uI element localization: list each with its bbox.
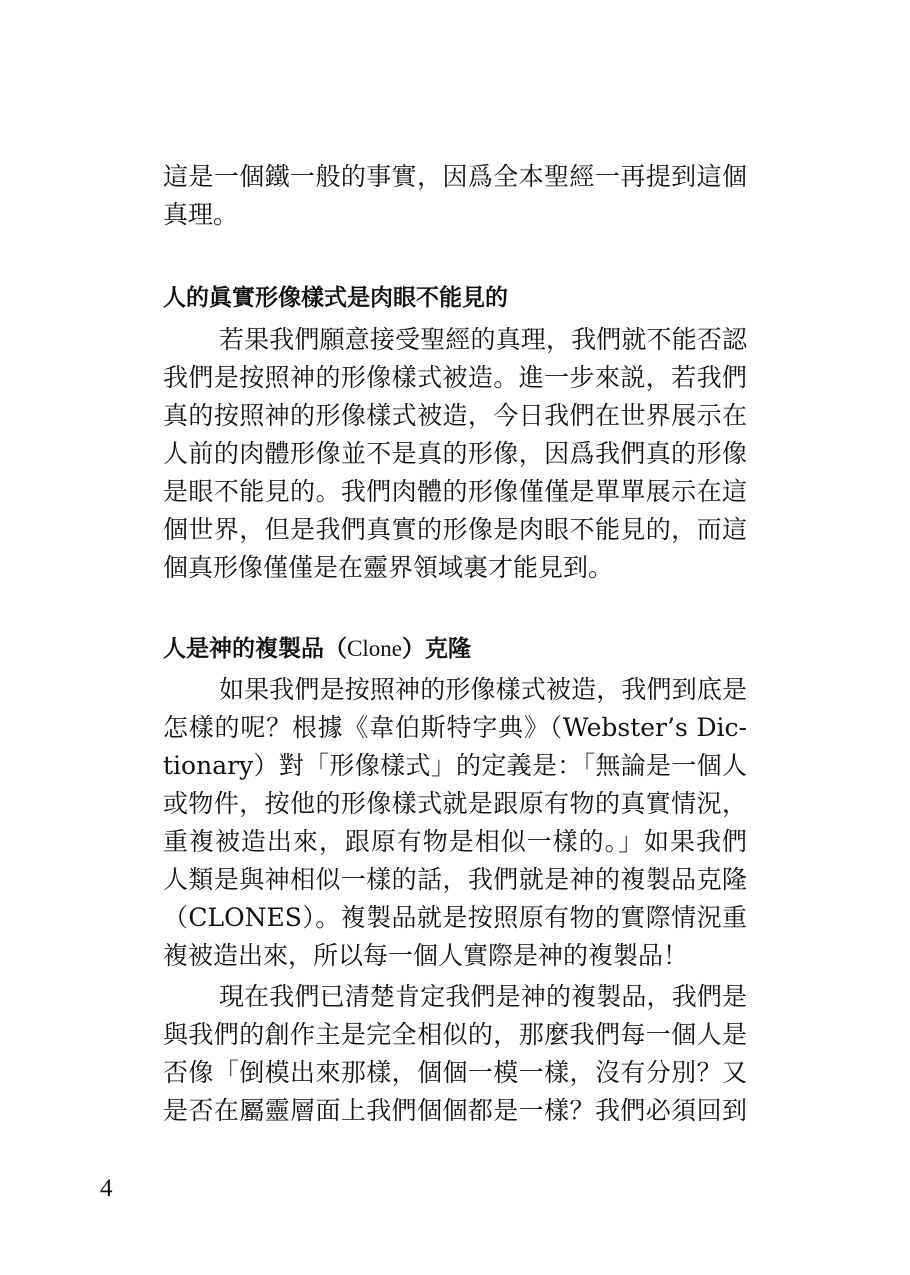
para1-line-2: 真理。 [163,200,239,229]
para4-line-3: 否像「倒模出來那樣，個個一模一樣，沒有分別？又 [163,1058,747,1087]
para2-line-5: 是眼不能見的。我們肉體的形像僅僅是單單展示在這 [163,477,747,506]
para1-line-1: 這是一個鐵一般的事實，因爲全本聖經一再提到這個 [163,162,747,191]
section-heading-1: 人的眞實形像樣式是肉眼不能見的 [163,285,508,311]
para3-line-2: 怎樣的呢？根據《韋伯斯特字典》（Webster’s Dic- [163,713,747,742]
para3-line-8: 複被造出來，所以每一個人實際是神的複製品！ [163,941,689,970]
para2-line-6: 個世界，但是我們真實的形像是肉眼不能見的，而這 [163,515,747,544]
para2-line-2: 我們是按照神的形像樣式被造。進一步來説，若我們 [163,363,747,392]
para4-line-1: 現在我們已清楚肯定我們是神的複製品，我們是 [219,982,747,1011]
heading2-prefix: 人是神的複製品（ [163,636,347,662]
heading2-suffix: ）克隆 [401,636,471,662]
para3-line-7: （CLONES）。複製品就是按照原有物的實際情況重 [163,903,747,932]
para3-line-4: 或物件，按他的形像樣式就是跟原有物的真實情況， [163,789,747,818]
section-heading-2 [163,630,747,668]
page-number: 4 [100,1175,113,1202]
para4-line-2: 與我們的創作主是完全相似的，那麼我們每一個人是 [163,1020,747,1049]
para2-line-4: 人前的肉體形像並不是真的形像，因爲我們真的形像 [163,439,747,468]
para3-line-6: 人類是與神相似一樣的話，我們就是神的複製品克隆 [163,865,747,894]
para3-line-1: 如果我們是按照神的形像樣式被造，我們到底是 [219,675,747,704]
para2-line-7: 個真形像僅僅是在靈界領域裏才能見到。 [163,553,614,582]
para3-line-3: tionary）對「形像樣式」的定義是：「無論是一個人 [163,751,747,780]
para2-line-3: 真的按照神的形像樣式被造，今日我們在世界展示在 [163,401,747,430]
heading2-latin: Clone [347,636,402,661]
para3-line-5: 重複被造出來，跟原有物是相似一樣的。」如果我們 [163,827,747,856]
para2-line-1: 若果我們願意接受聖經的真理，我們就不能否認 [219,325,747,354]
para4-line-4: 是否在屬靈層面上我們個個都是一樣？我們必須回到 [163,1096,747,1125]
